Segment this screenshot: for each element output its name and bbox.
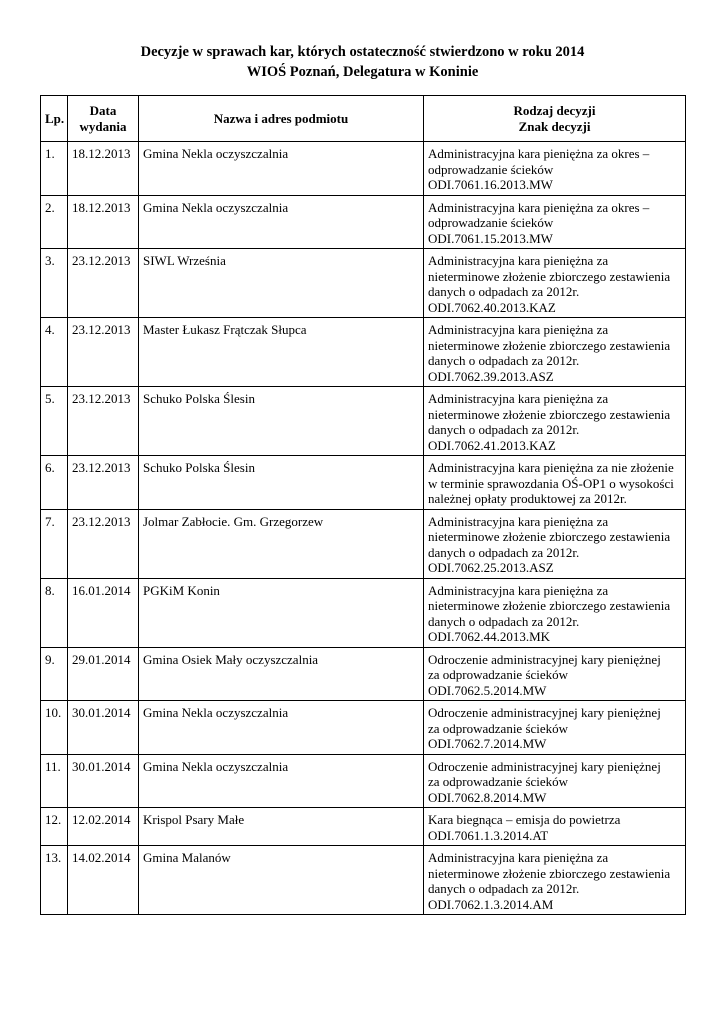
decision-line: ODI.7062.40.2013.KAZ [428, 299, 556, 315]
table-row [41, 387, 686, 456]
cell-lp: 2. [41, 195, 68, 249]
cell-date: 30.01.2014 [68, 701, 139, 755]
table-row [41, 808, 686, 846]
cell-date: 12.02.2014 [68, 808, 139, 846]
decision-line: Kara biegnąca – emisja do powietrza [428, 812, 621, 827]
decision-line: Odroczenie administracyjnej kary pieniężnej [428, 758, 661, 774]
decision-line: za odprowadzanie ścieków [428, 720, 569, 736]
cell-entity-name: Gmina Osiek Mały oczyszczalnia [139, 647, 424, 701]
cell-entity-name: Gmina Malanów [139, 846, 424, 915]
decision-line: Administracyjna kara pieniężna za okres – [428, 146, 650, 161]
decision-line: danych o odpadach za 2012r. [428, 284, 580, 299]
decision-line: Administracyjna kara pieniężna za [428, 322, 609, 337]
cell-decision [424, 808, 686, 846]
cell-date: 23.12.2013 [68, 456, 139, 510]
decision-line: ODI.7062.8.2014.MW [428, 789, 547, 805]
decision-line: danych o odpadach za 2012r. [428, 613, 580, 629]
cell-lp: 3. [41, 249, 68, 318]
header-decision-line2: Znak decyzji [518, 118, 591, 134]
cell-entity-name: Schuko Polska Ślesin [139, 387, 424, 456]
decision-line: odprowadzanie ścieków [428, 161, 554, 177]
cell-entity-name: Jolmar Zabłocie. Gm. Grzegorzew [139, 509, 424, 578]
cell-lp: 6. [41, 456, 68, 510]
cell-date: 14.02.2014 [68, 846, 139, 915]
cell-lp: 1. [41, 142, 68, 196]
table-row [41, 142, 686, 196]
decision-line: nieterminowe złożenie zbiorczego zestawienia [428, 865, 671, 881]
cell-decision [424, 142, 686, 196]
cell-entity-name: Gmina Nekla oczyszczalnia [139, 754, 424, 808]
table-row [41, 195, 686, 249]
cell-entity-name: Schuko Polska Ślesin [139, 456, 424, 510]
decision-line: Administracyjna kara pieniężna za [428, 582, 609, 598]
decision-line: za odprowadzanie ścieków [428, 667, 569, 682]
cell-date: 18.12.2013 [68, 195, 139, 249]
cell-decision [424, 846, 686, 915]
table-row [41, 647, 686, 701]
decision-line: nieterminowe złożenie zbiorczego zestawienia [428, 598, 671, 613]
decision-line: nieterminowe złożenie zbiorczego zestawienia [428, 406, 671, 422]
header-decision [424, 96, 686, 142]
header-date [68, 96, 139, 142]
cell-date: 23.12.2013 [68, 509, 139, 578]
cell-lp: 12. [41, 808, 68, 846]
decisions-table [40, 95, 686, 915]
cell-decision [424, 509, 686, 578]
cell-decision [424, 647, 686, 701]
decision-line: Administracyjna kara pieniężna za [428, 253, 609, 268]
cell-date: 29.01.2014 [68, 647, 139, 701]
cell-entity-name: Gmina Nekla oczyszczalnia [139, 195, 424, 249]
document-title [0, 42, 725, 82]
cell-decision [424, 578, 686, 647]
cell-lp: 10. [41, 701, 68, 755]
table-row [41, 318, 686, 387]
table-row [41, 578, 686, 647]
decision-line: ODI.7062.7.2014.MW [428, 736, 547, 751]
decision-line: ODI.7062.5.2014.MW [428, 682, 547, 698]
header-name: Nazwa i adres podmiotu [139, 96, 424, 142]
cell-decision [424, 249, 686, 318]
cell-entity-name: SIWL Września [139, 249, 424, 318]
decision-line: ODI.7061.16.2013.MW [428, 177, 553, 192]
decision-line: ODI.7061.15.2013.MW [428, 230, 553, 246]
decision-line: ODI.7062.39.2013.ASZ [428, 368, 554, 384]
decision-line: Odroczenie administracyjnej kary pieniężnej [428, 651, 661, 667]
table-row [41, 754, 686, 808]
header-lp: Lp. [41, 96, 68, 142]
table-row [41, 846, 686, 915]
cell-entity-name: PGKiM Konin [139, 578, 424, 647]
cell-date: 23.12.2013 [68, 249, 139, 318]
cell-date: 16.01.2014 [68, 578, 139, 647]
table-row [41, 509, 686, 578]
table-header-row [41, 96, 686, 142]
title-line-2: WIOŚ Poznań, Delegatura w Koninie [246, 64, 479, 80]
decision-line: Administracyjna kara pieniężna za [428, 513, 609, 529]
decision-line: ODI.7062.44.2013.MK [428, 629, 551, 644]
cell-lp: 13. [41, 846, 68, 915]
table-row [41, 456, 686, 510]
cell-entity-name: Gmina Nekla oczyszczalnia [139, 142, 424, 196]
cell-decision [424, 701, 686, 755]
decision-line: ODI.7062.41.2013.KAZ [428, 437, 556, 453]
decision-line: danych o odpadach za 2012r. [428, 544, 580, 560]
decision-line: w terminie sprawozdania OŚ-OP1 o wysokości [428, 475, 674, 491]
decision-line: ODI.7062.1.3.2014.AM [428, 896, 554, 912]
cell-lp: 5. [41, 387, 68, 456]
header-date-line2: wydania [79, 118, 127, 134]
decision-line: nieterminowe złożenie zbiorczego zestawienia [428, 268, 671, 284]
table-body [41, 142, 686, 915]
cell-lp: 4. [41, 318, 68, 387]
cell-entity-name: Master Łukasz Frątczak Słupca [139, 318, 424, 387]
cell-lp: 11. [41, 754, 68, 808]
decision-line: Administracyjna kara pieniężna za nie złożenie [428, 460, 674, 475]
decision-line: nieterminowe złożenie zbiorczego zestawienia [428, 529, 671, 544]
decision-line: należnej opłaty produktowej za 2012r. [428, 491, 627, 506]
cell-decision [424, 456, 686, 510]
decision-line: ODI.7061.1.3.2014.AT [428, 827, 549, 843]
decision-line: Administracyjna kara pieniężna za [428, 850, 609, 865]
cell-decision [424, 195, 686, 249]
cell-decision [424, 754, 686, 808]
cell-lp: 8. [41, 578, 68, 647]
decision-line: odprowadzanie ścieków [428, 215, 554, 230]
cell-decision [424, 387, 686, 456]
decision-line: Administracyjna kara pieniężna za [428, 391, 609, 406]
cell-date: 23.12.2013 [68, 318, 139, 387]
decision-line: danych o odpadach za 2012r. [428, 422, 580, 437]
decision-line: nieterminowe złożenie zbiorczego zestawienia [428, 337, 671, 353]
table-row [41, 701, 686, 755]
title-line-1: Decyzje w sprawach kar, których ostateczność stwierdzono w roku 2014 [140, 44, 585, 60]
cell-date: 18.12.2013 [68, 142, 139, 196]
table-row [41, 249, 686, 318]
decision-line: Administracyjna kara pieniężna za okres – [428, 199, 650, 215]
cell-decision [424, 318, 686, 387]
cell-date: 30.01.2014 [68, 754, 139, 808]
cell-lp: 7. [41, 509, 68, 578]
header-decision-line1: Rodzaj decyzji [513, 103, 596, 118]
decision-line: Odroczenie administracyjnej kary pieniężnej [428, 705, 661, 720]
header-date-line1: Data [89, 103, 117, 118]
decision-line: danych o odpadach za 2012r. [428, 353, 580, 368]
decision-line: za odprowadzanie ścieków [428, 774, 569, 789]
decision-line: ODI.7062.25.2013.ASZ [428, 560, 554, 575]
cell-entity-name: Krispol Psary Małe [139, 808, 424, 846]
cell-entity-name: Gmina Nekla oczyszczalnia [139, 701, 424, 755]
cell-date: 23.12.2013 [68, 387, 139, 456]
cell-lp: 9. [41, 647, 68, 701]
decision-line: danych o odpadach za 2012r. [428, 881, 580, 896]
